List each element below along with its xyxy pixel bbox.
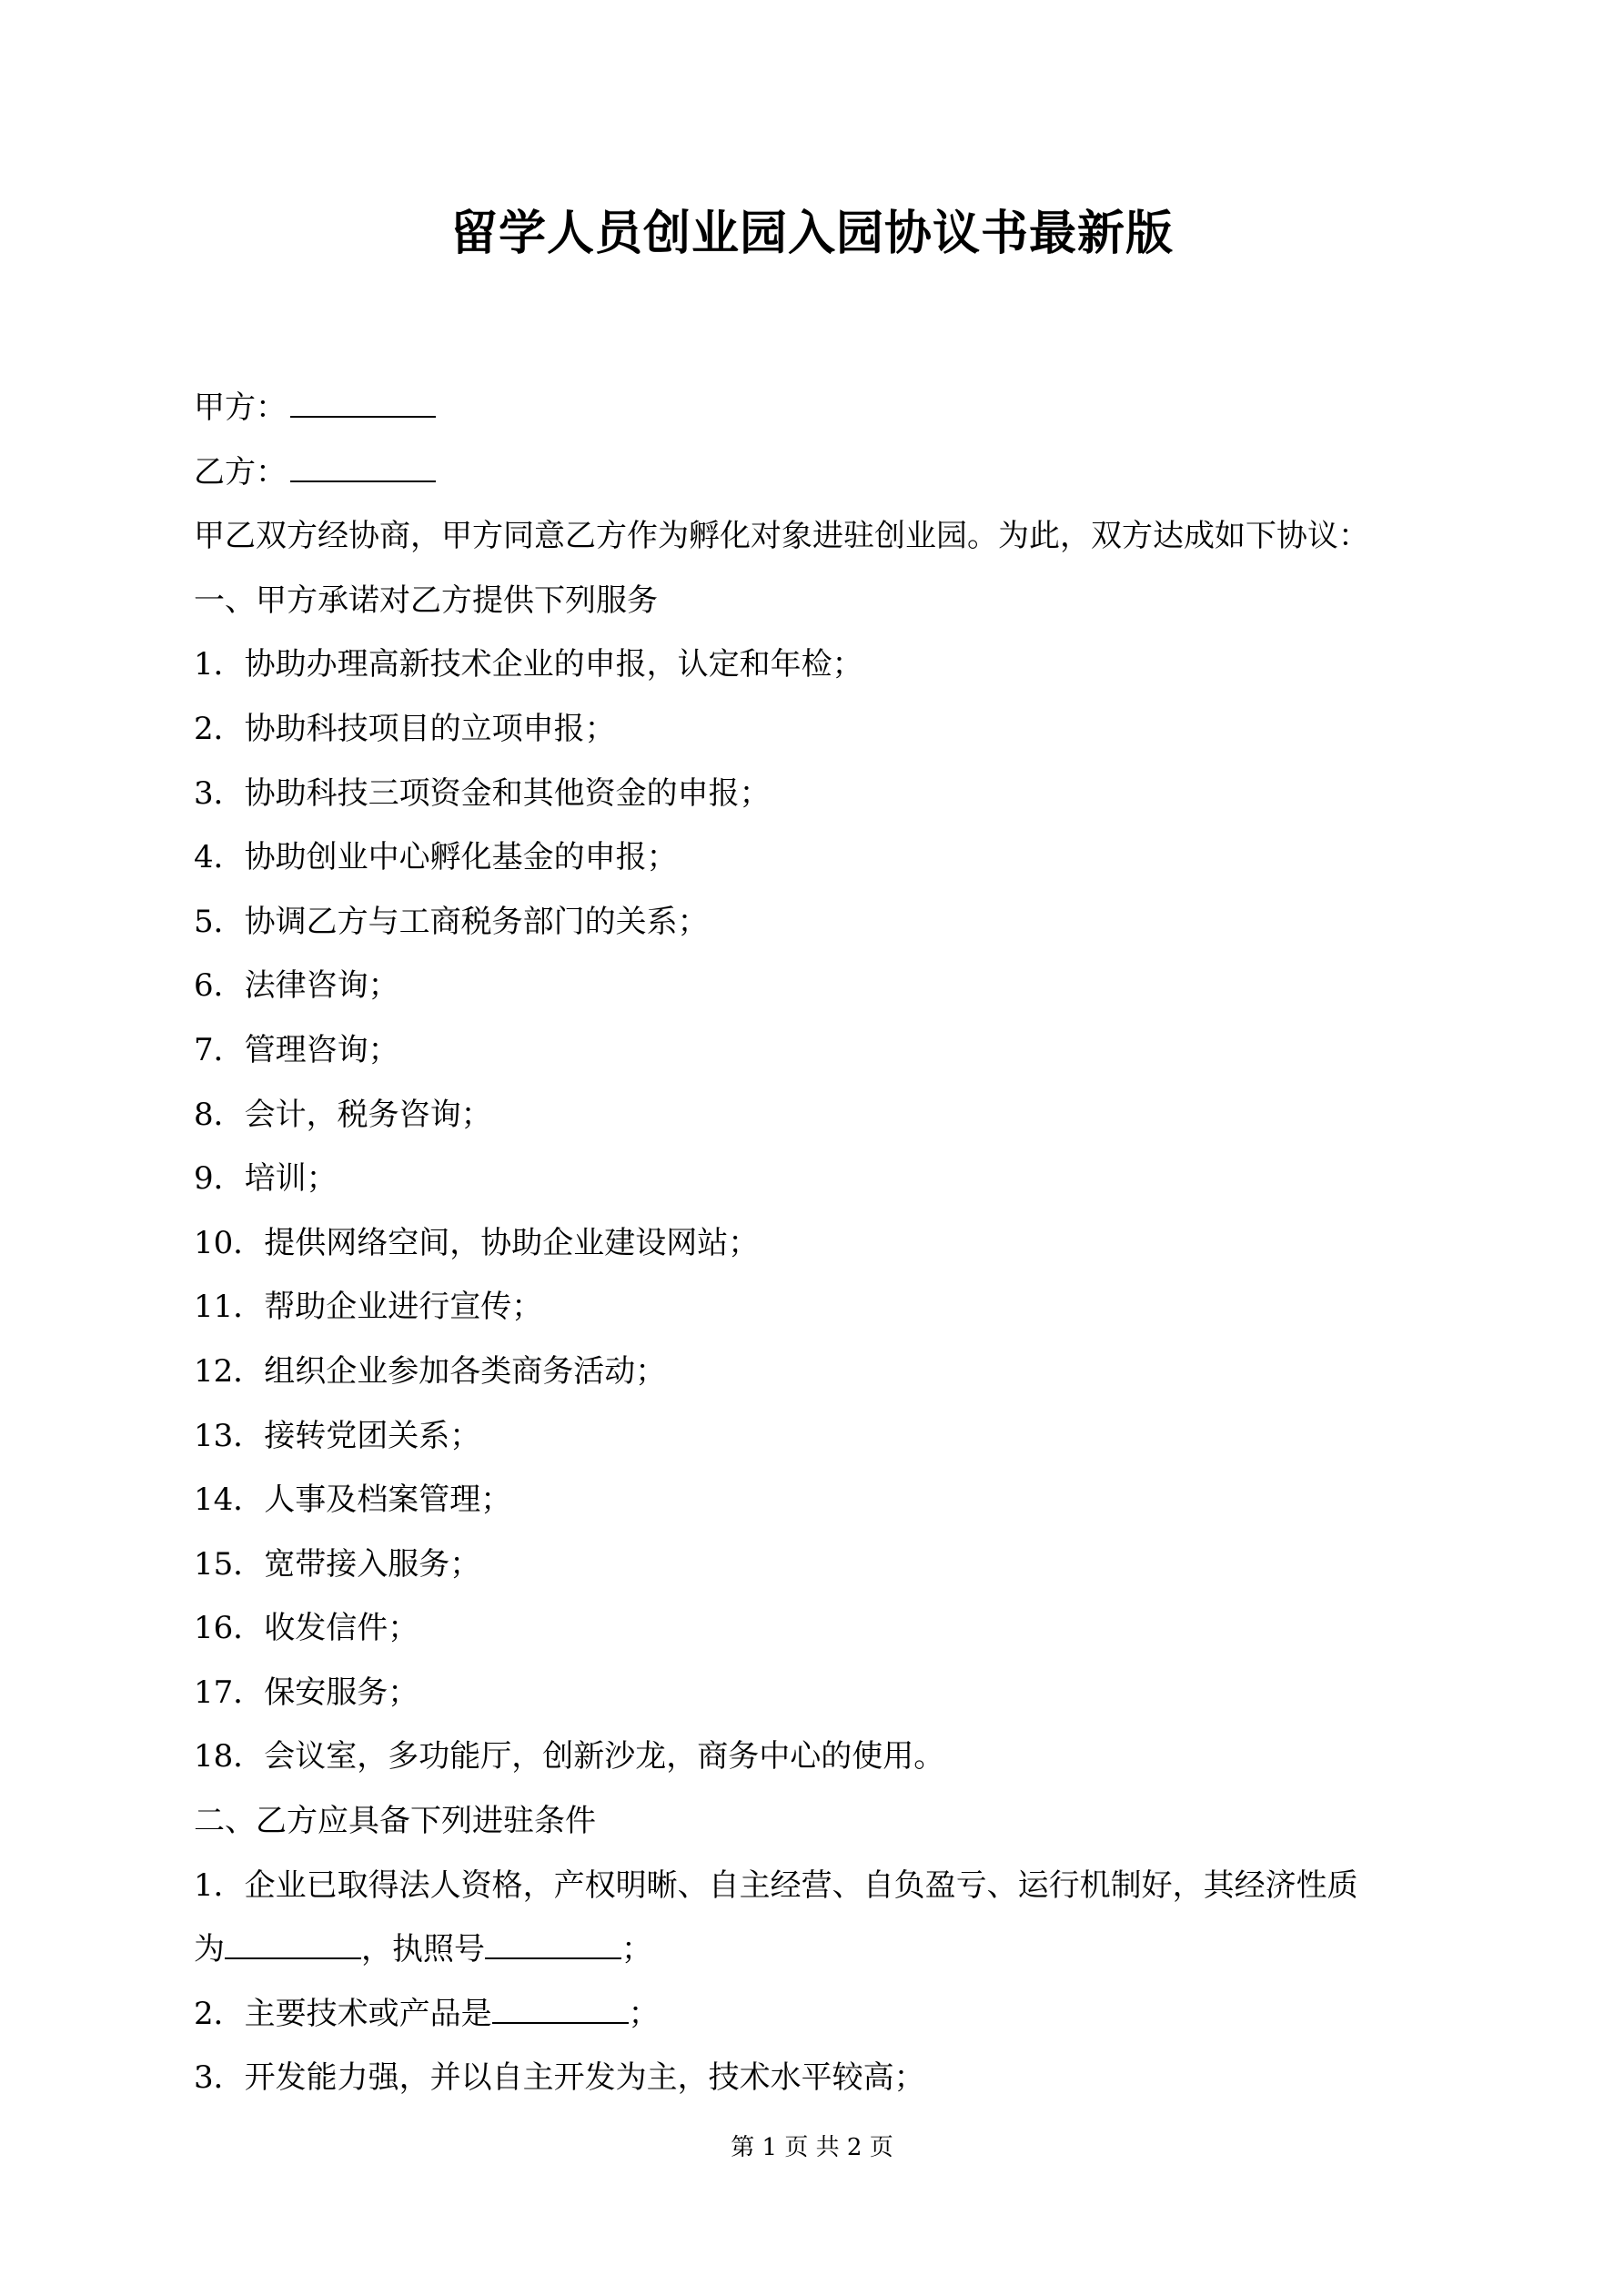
license-number-blank xyxy=(485,1927,621,1959)
party-a-blank xyxy=(290,385,436,418)
main-product-blank xyxy=(492,1991,629,2024)
list-item: 8．会计，税务咨询； xyxy=(194,1096,492,1133)
condition-item-3: 3．开发能力强，并以自主开发为主，技术水平较高； xyxy=(194,2059,925,2097)
condition-text: ； xyxy=(621,1931,652,1968)
party-b-label: 乙方： xyxy=(194,453,287,491)
condition-item-1-line1: 1．企业已取得法人资格，产权明晰、自主经营、自负盈亏、运行机制好，其经济性质 xyxy=(194,1866,1358,1904)
condition-item-1-line2 xyxy=(194,1917,1449,1982)
list-item: 4．协助创业中心孵化基金的申报； xyxy=(194,839,678,876)
list-item: 15．宽带接入服务； xyxy=(194,1545,481,1583)
list-item: 7．管理咨询； xyxy=(194,1031,399,1068)
section1-heading: 一、甲方承诺对乙方提供下列服务 xyxy=(194,582,658,619)
list-item: 18．会议室，多功能厅，创新沙龙，商务中心的使用。 xyxy=(194,1738,945,1775)
document-title: 留学人员创业园入园协议书最新版 xyxy=(449,207,1174,261)
list-item: 11．帮助企业进行宣传； xyxy=(194,1289,543,1326)
party-b-line xyxy=(194,440,1449,505)
condition-text: ； xyxy=(628,1995,660,2032)
list-item: 14．人事及档案管理； xyxy=(194,1482,512,1519)
economic-nature-blank xyxy=(225,1927,361,1959)
list-item: 17．保安服务； xyxy=(194,1674,419,1711)
list-item: 16．收发信件； xyxy=(194,1610,419,1647)
list-item: 1．协助办理高新技术企业的申报，认定和年检； xyxy=(194,646,863,683)
list-item: 3．协助科技三项资金和其他资金的申报； xyxy=(194,774,771,812)
document-body xyxy=(194,376,1449,2110)
intro-paragraph: 甲乙双方经协商，甲方同意乙方作为孵化对象进驻创业园。为此，双方达成如下协议： xyxy=(194,518,1369,555)
condition-text: 2．主要技术或产品是 xyxy=(194,1995,492,2032)
page-footer: 第 1 页 共 2 页 xyxy=(731,2134,893,2161)
list-item: 2．协助科技项目的立项申报； xyxy=(194,710,616,747)
list-item: 6．法律咨询； xyxy=(194,967,399,1005)
section2-heading: 二、乙方应具备下列进驻条件 xyxy=(194,1803,596,1840)
list-item: 12．组织企业参加各类商务活动； xyxy=(194,1352,667,1390)
list-item: 13．接转党团关系； xyxy=(194,1417,481,1454)
party-a-label: 甲方： xyxy=(194,389,287,426)
condition-text: 为 xyxy=(194,1931,225,1968)
list-item: 5．协调乙方与工商税务部门的关系； xyxy=(194,903,709,940)
condition-item-2 xyxy=(194,1982,1449,2047)
party-a-line xyxy=(194,376,1449,440)
condition-text: ，执照号 xyxy=(361,1931,485,1968)
list-item: 9．培训； xyxy=(194,1160,338,1198)
party-b-blank xyxy=(290,450,436,482)
list-item: 10．提供网络空间，协助企业建设网站； xyxy=(194,1224,760,1261)
